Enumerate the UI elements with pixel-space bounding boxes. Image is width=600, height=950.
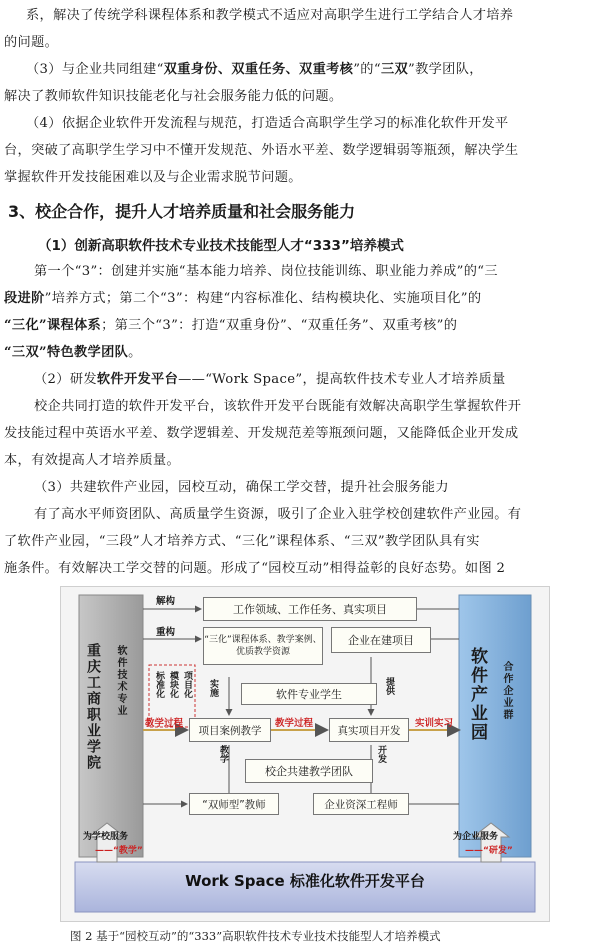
box-enterprise-projects: 企业在建项目: [331, 627, 431, 653]
label-shishi: 实施: [208, 679, 218, 697]
para1-line1: 系，解决了传统学科课程体系和教学模式不适应对高职学生进行工学结合人才培养: [26, 8, 514, 23]
p4-l3b: ；第三个“3”：打造“双重身份”、“双重任务”、双重考核”的: [101, 318, 458, 333]
platform-title: Work Space 标准化软件开发平台: [185, 872, 425, 890]
figure-2-diagram: [60, 586, 550, 922]
box-dual-teacher: “双师型”教师: [189, 793, 279, 815]
p6-line3: 施条件。有效解决工学交替的问题。形成了“园校互动”相得益彰的良好态势。如图 2: [4, 561, 506, 576]
sub2-c: ——“Work Space”，提高软件技术专业人才培养质量: [178, 372, 506, 387]
p4-line4: [4, 339, 596, 366]
p6-line2: 了软件产业园，“三段”人才培养方式、“三化”课程体系、“三双”教学团队具有实: [4, 534, 480, 549]
p4-l2b: ”培养方式；第二个“3”：构建“内容标准化、结构模块化、实施项目化”的: [44, 291, 482, 306]
para3-line1: （4）依据企业软件开发流程与规范，打造适合高职学生学习的标准化软件开发平: [26, 116, 509, 131]
para1-line2: 的问题。: [4, 35, 59, 50]
label-teach-process-2: 教学过程: [275, 718, 314, 729]
sub3-line: （3）共建软件产业园，园校互动，确保工学交替，提升社会服务能力: [34, 480, 449, 495]
p4-l4b: 。: [128, 345, 142, 360]
para2-e: ”教学团队，: [408, 62, 483, 77]
p4-line2: [4, 285, 596, 312]
box-software-students: 软件专业学生: [241, 683, 377, 705]
box-work-field: 工作领域、工作任务、真实项目: [203, 597, 417, 621]
para2-line1: [4, 56, 596, 83]
p5-line1: 校企共同打造的软件开发平台，该软件开发平台既能有效解决高职学生掌握软件开: [34, 399, 522, 414]
sub2-line: [4, 366, 596, 393]
box-case-teaching: 项目案例教学: [189, 718, 271, 742]
label-serve-enterprise-tag: ——“研发”: [465, 846, 513, 856]
p5-line2: 发技能过程中英语水平差、数学逻辑差、开发规范差等瓶颈问题，又能降低企业开发成: [4, 426, 519, 441]
subheading-1: （1）创新高职软件技术专业技术技能型人才“333”培养模式: [38, 238, 404, 254]
p4-bold3: “三双”特色教学团队: [4, 345, 129, 360]
p5-line3: 本，有效提高人才培养质量。: [4, 453, 180, 468]
box-real-project: 真实项目开发: [329, 718, 409, 742]
sub2-bold: 软件开发平台: [96, 372, 179, 387]
paragraph-3: [4, 110, 596, 191]
label-chonggou: 重构: [156, 627, 176, 638]
figure-caption: 图 2 基于“园校互动”的“333”高职软件技术专业技术技能型人才培养模式: [70, 929, 441, 943]
p4-bold2: “三化”课程体系: [4, 318, 102, 333]
right-group-label: 合作企业群: [501, 661, 512, 721]
para3-line3: 掌握软件开发技能困难以及与企业需求脱节问题。: [4, 170, 302, 185]
p4-line3: [4, 312, 596, 339]
box-senior-engineer: 企业资深工程师: [313, 793, 409, 815]
para2-bold2: 三双: [380, 62, 409, 77]
label-serve-school-tag: ——“教学”: [95, 846, 143, 856]
label-kaifa: 开发: [376, 745, 386, 763]
paragraph-2: [4, 56, 596, 110]
sub2-a: （2）研发: [34, 372, 97, 387]
label-proj: 项目化: [182, 671, 192, 698]
label-tigong: 提供: [384, 677, 394, 695]
label-jiegou: 解构: [156, 596, 176, 607]
para2-a: （3）与企业共同组建“: [26, 62, 164, 77]
right-org-label: 软件产业园: [467, 647, 487, 742]
para2-c: ”的“: [353, 62, 381, 77]
p4-line1: 第一个“3”：创建并实施“基本能力培养、岗位技能训练、职业能力养成”的“三: [34, 264, 498, 279]
para3-line2: 台，突破了高职学生学习中不懂开发规范、外语水平差、数学逻辑弱等瓶颈，解决学生: [4, 143, 519, 158]
section-heading: 3、校企合作，提升人才培养质量和社会服务能力: [8, 202, 356, 221]
paragraph-4: [4, 258, 596, 366]
label-mod: 模块化: [168, 671, 178, 698]
paragraph-1: [4, 2, 596, 56]
p6-line1: 有了高水平师资团队、高质量学生资源，吸引了企业入驻学校创建软件产业园。有: [34, 507, 522, 522]
box-sanhua-curriculum: “三化”课程体系、教学案例、优质教学资源: [203, 627, 323, 665]
paragraph-6: [4, 501, 596, 582]
label-real-intern: 实训实习: [415, 718, 454, 729]
label-teach-process-1: 教学过程: [145, 718, 184, 729]
subheading-2: [4, 366, 596, 393]
p4-bold1: 段进阶: [4, 291, 45, 306]
box-co-teaching-team: 校企共建教学团队: [245, 759, 373, 783]
label-serve-enterprise: 为企业服务: [453, 832, 499, 842]
label-serve-school: 为学校服务: [83, 832, 129, 842]
subheading-3: [4, 474, 596, 501]
left-major-label: 软件技术专业: [115, 645, 126, 717]
paragraph-5: [4, 393, 596, 474]
label-jiaoxue: 教学: [218, 745, 228, 763]
para2-line2: 解决了教师软件知识技能老化与社会服务能力低的问题。: [4, 89, 343, 104]
left-org-label: 重庆工商职业学院: [85, 643, 101, 771]
label-std: 标准化: [154, 671, 164, 698]
para2-bold1: 双重身份、双重任务、双重考核: [163, 62, 354, 77]
